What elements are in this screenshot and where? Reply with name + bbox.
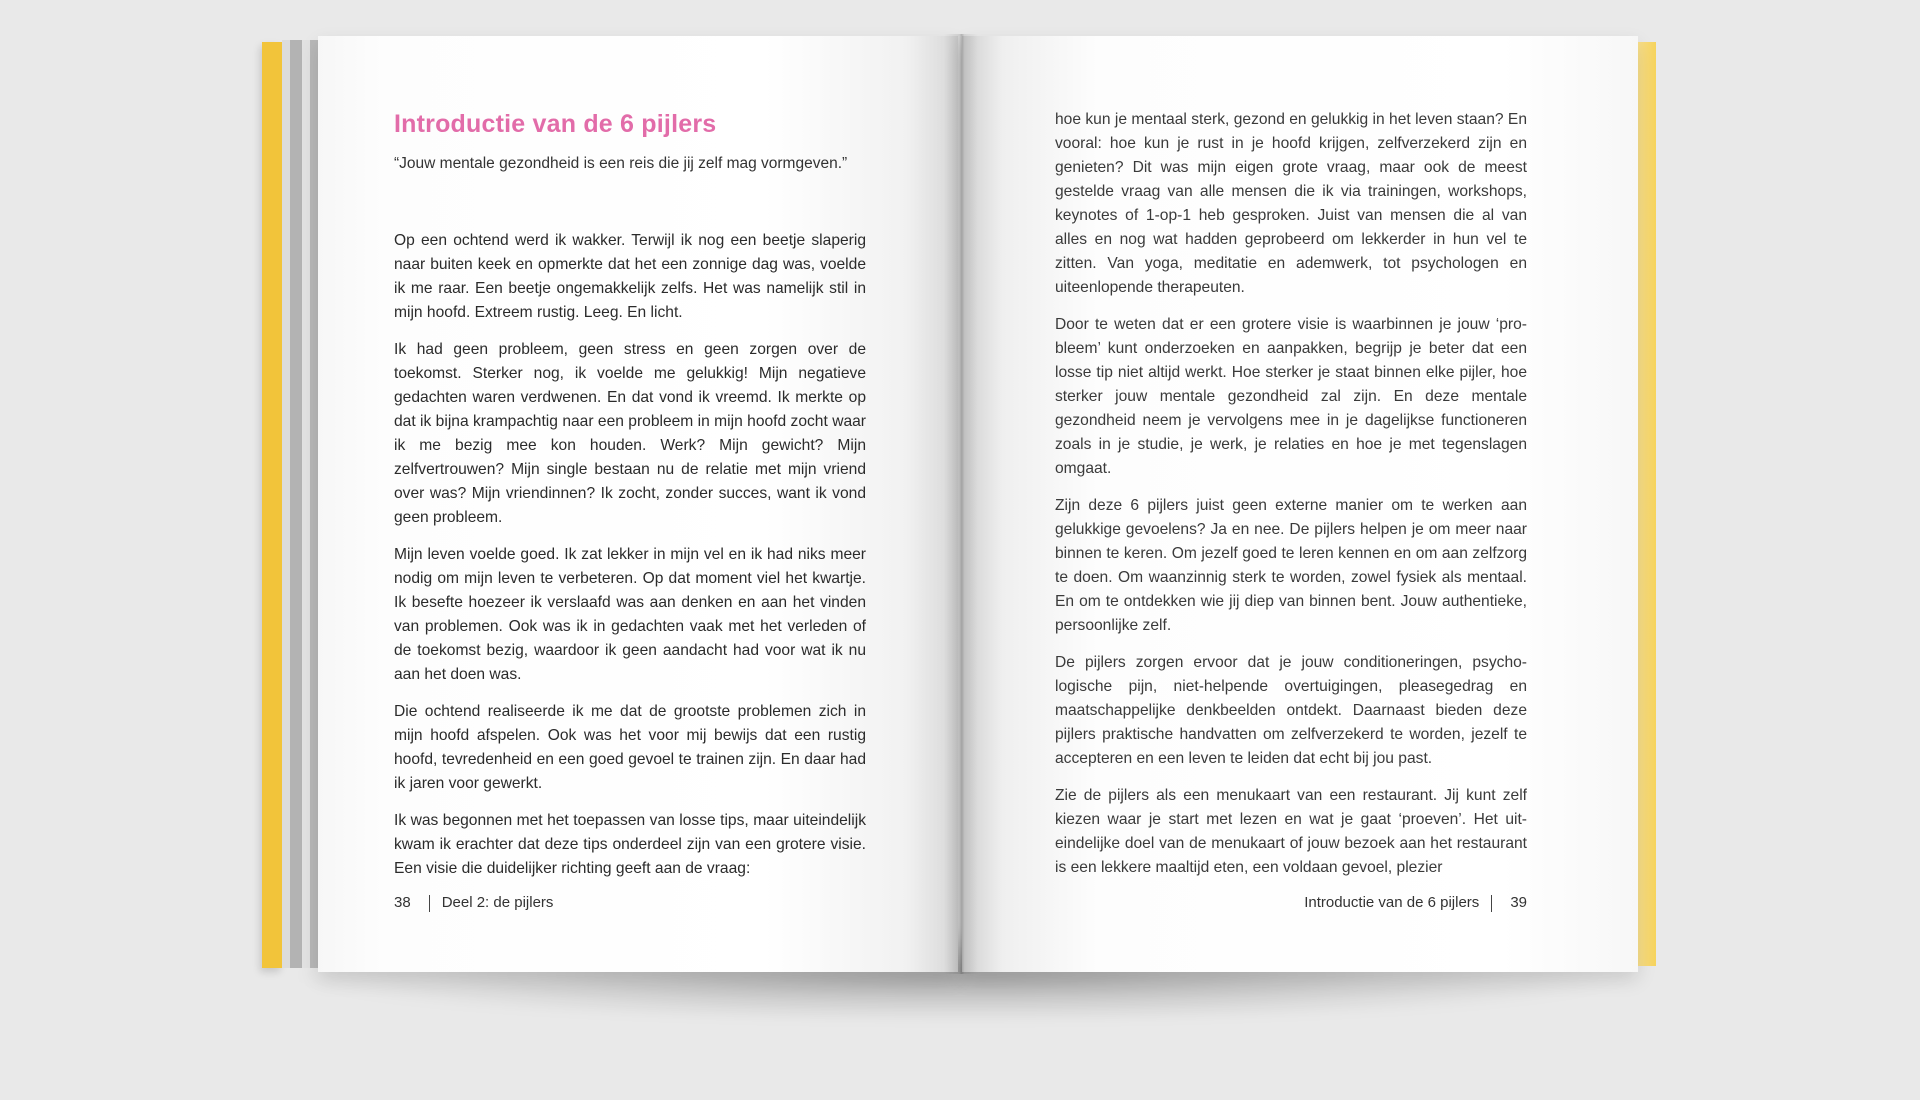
paragraph: Door te weten dat er een grotere visie is waarbinnen je jouw ‘probleem’ kunt onderzoeken en aanpakken, begrijp je beter dat een losse tip niet altijd werkt. Hoe sterker je staat binnen elke pijler, hoe sterker jouw mentale gezondheid zal zijn. En deze mentale gezondheid neem je vervolgens mee in je dagelijkse functioneren zoals in je studie, je werk, je relaties en hoe je met tegenslagen omgaat. [1055, 316, 1527, 477]
paragraph: Op een ochtend werd ik wakker. Terwijl ik nog een beetje slaperig naar buiten keek en opmerkte dat het een zonnige dag was, voelde ik me raar. Een beetje ongemakkelijk zelfs. Het was namelijk stil in mijn hoofd. Extreem rustig. Leeg. En licht. [394, 232, 866, 321]
page-edge-stack-2 [290, 40, 302, 968]
left-page-content [394, 110, 866, 894]
paragraph: Die ochtend realiseerde ik me dat de grootste problemen zich in mijn hoofd afspelen. Ook was het voor mij bewijs dat een rustig hoofd, tevredenheid en een goed gevoel te trainen zijn. En daar had ik jaren voor gewerkt. [394, 703, 866, 792]
paragraph: Ik had geen probleem, geen stress en geen zorgen over de toekomst. Sterker nog, ik voelde me gelukkig! Mijn negatieve gedachten waren verdwenen. En dat vond ik vreemd. Ik merkte op dat ik bijna krampachtig naar een probleem in mijn hoofd zocht waar ik me bezig mee kon houden. Werk? Mijn gewicht? Mijn zelfvertrouwen? Mijn single bestaan nu de relatie met mijn vriend over was? Mijn vriendinnen? Ik zocht, zonder succes, want ik vond geen probleem. [394, 341, 866, 526]
running-section: Deel 2: de pijlers [441, 894, 554, 911]
chapter-title: Introductie van de 6 pijlers [394, 110, 717, 138]
paragraph: Zie de pijlers als een menukaart van een restaurant. Jij kunt zelf kiezen waar je start met lezen en wat je gaat ‘proeven’. Het uiteindelijke doel van de menukaart of jouw bezoek aan het restaurant is een lekkere maaltijd eten, een voldaan gevoel, plezier [1055, 787, 1527, 876]
book-gutter [944, 34, 978, 974]
page-number: 39 [1510, 894, 1527, 911]
running-title: Introductie van de 6 pijlers [1304, 894, 1480, 911]
page-number: 38 [394, 894, 411, 911]
left-page-footer [394, 894, 553, 912]
paragraph: hoe kun je mentaal sterk, gezond en gelukkig in het leven staan? En vooral: hoe kun je rust in je hoofd krijgen, zelfverzekerd zijn en genieten? Dit was mijn eigen grote vraag, maar ook de meest gestelde vraag van alle mensen die ik via trainingen, workshops, keynotes of 1-op-1 heb gesproken. Juist van mensen die al van alles en nog wat hadden geprobeerd om lekkerder in hun vel te zitten. Van yoga, meditatie en ademwerk, tot psychologen en uiteenlopende therapeuten. [1055, 111, 1527, 296]
right-page-content [1055, 108, 1527, 893]
cover-edge-right [1638, 42, 1656, 966]
right-page-footer [1055, 894, 1527, 912]
footer-divider [429, 895, 430, 912]
footer-divider [1491, 895, 1492, 912]
page-edge-stack-1 [282, 40, 290, 968]
chapter-quote: “Jouw mentale gezondheid is een reis die jij zelf mag vormgeven.” [394, 155, 848, 172]
paragraph: Mijn leven voelde goed. Ik zat lekker in mijn vel en ik had niks meer nodig om mijn leven te verbeteren. Op dat moment viel het kwartje. Ik besefte hoezeer ik verslaafd was aan denken en aan het vinden van problemen. Ook was ik in gedachten vaak met het verleden of de toekomst bezig, waardoor ik geen aandacht had voor wat ik nu aan het doen was. [394, 546, 866, 683]
paragraph: Zijn deze 6 pijlers juist geen externe manier om te werken aan gelukkige gevoelens? Ja en nee. De pijlers helpen je om meer naar binnen te keren. Om jezelf goed te leren kennen en om aan zelfzorg te doen. Om waanzinnig sterk te worden, zowel fysiek als mentaal. En om te ontdekken wie jij diep van binnen bent. Jouw authentieke, persoonlijke zelf. [1055, 497, 1527, 634]
page-edge-stack-3 [302, 40, 310, 968]
cover-edge-left [262, 42, 282, 968]
paragraph: De pijlers zorgen ervoor dat je jouw conditioneringen, psychologische pijn, niet-helpende overtuigingen, pleasegedrag en maatschappelijke denkbeelden ontdekt. Daarnaast bieden deze pijlers praktische handvatten om zelfverzekerd te worden, jezelf te accepteren en een leven te leiden dat echt bij jou past. [1055, 654, 1527, 767]
paragraph: Ik was begonnen met het toepassen van losse tips, maar uiteindelijk kwam ik erachter dat deze tips onderdeel zijn van een grotere visie. Een visie die duidelijker richting geeft aan de vraag: [394, 812, 866, 877]
